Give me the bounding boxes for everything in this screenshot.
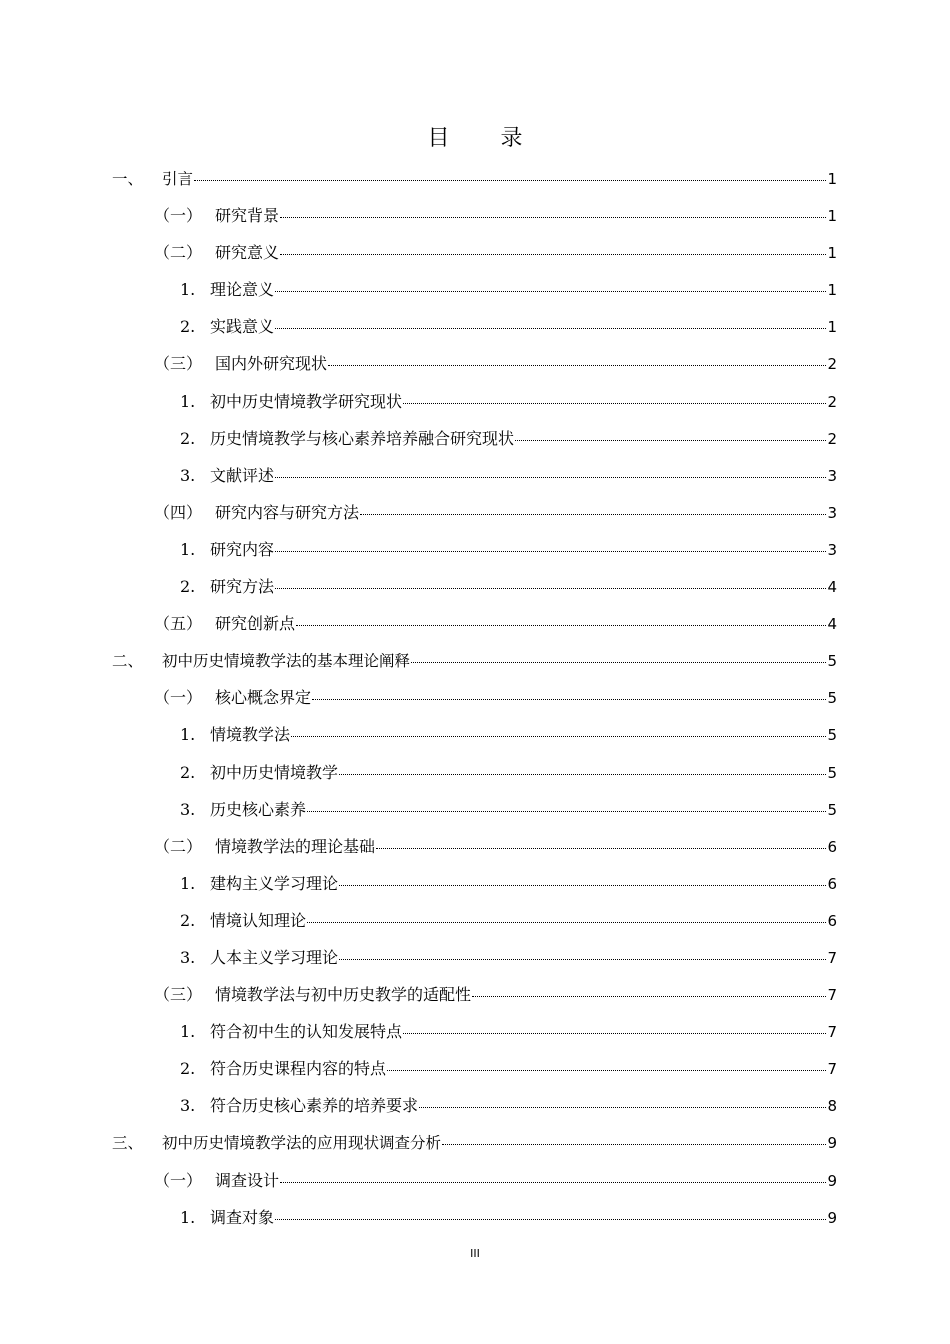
toc-entry-title: 历史情境教学与核心素养培养融合研究现状 bbox=[210, 428, 515, 448]
toc-entry-number: 3. bbox=[180, 1096, 196, 1116]
toc-entry[interactable] bbox=[112, 275, 837, 312]
toc-entry[interactable] bbox=[112, 164, 837, 201]
toc-entry-page: 3 bbox=[827, 503, 837, 522]
toc-leader-dots bbox=[387, 1070, 826, 1071]
toc-entry-number: 3. bbox=[180, 465, 196, 485]
toc-entry-number: （五） bbox=[154, 614, 203, 634]
toc-entry-number: （二） bbox=[154, 836, 203, 856]
toc-entry-title: 理论意义 bbox=[210, 280, 275, 300]
toc-leader-dots bbox=[275, 551, 826, 552]
toc-entry-title: 实践意义 bbox=[210, 317, 275, 337]
toc-leader-dots bbox=[442, 1144, 826, 1145]
toc-leader-dots bbox=[403, 403, 826, 404]
toc-entry-page: 5 bbox=[827, 689, 837, 708]
toc-leader-dots bbox=[328, 365, 826, 366]
toc-entry-title: 人本主义学习理论 bbox=[210, 947, 339, 967]
toc-entry-page: 7 bbox=[827, 1060, 837, 1079]
toc-entry[interactable] bbox=[112, 683, 837, 720]
toc-entry-number: （四） bbox=[154, 502, 203, 522]
toc-entry[interactable] bbox=[112, 238, 837, 275]
toc-entry-number: 2. bbox=[180, 910, 196, 930]
toc-entry-number: 三、 bbox=[112, 1134, 144, 1153]
toc-entry[interactable] bbox=[112, 461, 837, 498]
toc-entry-number: 1. bbox=[180, 539, 196, 559]
table-of-contents bbox=[112, 164, 837, 1240]
toc-entry[interactable] bbox=[112, 1091, 837, 1128]
toc-entry-page: 4 bbox=[827, 615, 837, 634]
toc-entry[interactable] bbox=[112, 943, 837, 980]
toc-entry-title: 情境教学法的理论基础 bbox=[215, 836, 376, 856]
toc-entry-title: 情境教学法 bbox=[210, 725, 291, 745]
toc-entry[interactable] bbox=[112, 535, 837, 572]
toc-entry-number: 1. bbox=[180, 1207, 196, 1227]
toc-entry-title: 初中历史情境教学法的基本理论阐释 bbox=[162, 652, 411, 671]
toc-entry-page: 2 bbox=[827, 429, 837, 448]
toc-entry-number: 1. bbox=[180, 1022, 196, 1042]
toc-leader-dots bbox=[403, 1033, 826, 1034]
toc-entry[interactable] bbox=[112, 1017, 837, 1054]
toc-leader-dots bbox=[291, 736, 826, 737]
toc-entry-page: 2 bbox=[827, 355, 837, 374]
toc-entry-page: 1 bbox=[827, 207, 837, 226]
toc-entry-page: 9 bbox=[827, 1208, 837, 1227]
toc-entry-page: 2 bbox=[827, 392, 837, 411]
toc-entry-title: 建构主义学习理论 bbox=[210, 873, 339, 893]
toc-entry[interactable] bbox=[112, 387, 837, 424]
toc-entry-title: 研究背景 bbox=[215, 206, 280, 226]
toc-entry-title: 情境认知理论 bbox=[210, 910, 307, 930]
toc-leader-dots bbox=[296, 625, 826, 626]
toc-entry-number: 2. bbox=[180, 1059, 196, 1079]
toc-entry-title: 符合历史核心素养的培养要求 bbox=[210, 1096, 419, 1116]
toc-entry[interactable] bbox=[112, 758, 837, 795]
toc-leader-dots bbox=[419, 1107, 826, 1108]
toc-entry-title: 文献评述 bbox=[210, 465, 275, 485]
toc-entry[interactable] bbox=[112, 1203, 837, 1240]
toc-entry-title: 初中历史情境教学研究现状 bbox=[210, 391, 403, 411]
toc-entry-page: 3 bbox=[827, 466, 837, 485]
toc-entry-title: 引言 bbox=[162, 170, 194, 188]
toc-entry-title: 研究内容与研究方法 bbox=[215, 502, 360, 522]
toc-entry-page: 7 bbox=[827, 948, 837, 967]
toc-entry-number: （二） bbox=[154, 243, 203, 263]
toc-entry-number: 2. bbox=[180, 428, 196, 448]
toc-entry-number: 1. bbox=[180, 725, 196, 745]
toc-entry-page: 1 bbox=[827, 170, 837, 188]
toc-entry[interactable] bbox=[112, 832, 837, 869]
toc-entry-title: 调查对象 bbox=[210, 1207, 275, 1227]
toc-entry-number: 1. bbox=[180, 873, 196, 893]
toc-leader-dots bbox=[280, 254, 826, 255]
toc-leader-dots bbox=[339, 774, 826, 775]
toc-leader-dots bbox=[376, 848, 826, 849]
toc-entry-page: 5 bbox=[827, 800, 837, 819]
toc-entry[interactable] bbox=[112, 498, 837, 535]
toc-entry[interactable] bbox=[112, 1054, 837, 1091]
toc-entry-number: 二、 bbox=[112, 652, 144, 671]
toc-leader-dots bbox=[307, 922, 826, 923]
toc-entry[interactable] bbox=[112, 720, 837, 757]
toc-entry-page: 7 bbox=[827, 1023, 837, 1042]
toc-entry-page: 5 bbox=[827, 763, 837, 782]
toc-entry[interactable] bbox=[112, 312, 837, 349]
toc-entry-page: 4 bbox=[827, 578, 837, 597]
page-number: III bbox=[470, 1247, 480, 1260]
toc-entry-title: 调查设计 bbox=[215, 1170, 280, 1190]
toc-leader-dots bbox=[194, 180, 826, 181]
toc-entry-title: 研究创新点 bbox=[215, 614, 296, 634]
toc-leader-dots bbox=[275, 328, 826, 329]
toc-entry[interactable] bbox=[112, 424, 837, 461]
toc-entry-page: 6 bbox=[827, 911, 837, 930]
toc-entry-number: （一） bbox=[154, 206, 203, 226]
toc-entry-number: （三） bbox=[154, 354, 203, 374]
toc-leader-dots bbox=[280, 1182, 826, 1183]
toc-title: 目 录 bbox=[427, 126, 545, 151]
toc-entry-page: 1 bbox=[827, 281, 837, 300]
toc-entry-number: 2. bbox=[180, 577, 196, 597]
toc-entry-number: 2. bbox=[180, 762, 196, 782]
toc-leader-dots bbox=[411, 662, 826, 663]
toc-leader-dots bbox=[275, 291, 826, 292]
toc-entry-title: 初中历史情境教学法的应用现状调查分析 bbox=[162, 1134, 442, 1153]
toc-entry-page: 6 bbox=[827, 837, 837, 856]
toc-entry-number: 3. bbox=[180, 799, 196, 819]
toc-leader-dots bbox=[515, 440, 826, 441]
toc-entry-title: 情境教学法与初中历史教学的适配性 bbox=[215, 985, 472, 1005]
toc-entry-number: 2. bbox=[180, 317, 196, 337]
toc-leader-dots bbox=[275, 477, 826, 478]
toc-entry-page: 5 bbox=[827, 652, 837, 671]
toc-entry-title: 历史核心素养 bbox=[210, 799, 307, 819]
toc-entry[interactable] bbox=[112, 609, 837, 646]
toc-entry-title: 符合历史课程内容的特点 bbox=[210, 1059, 387, 1079]
toc-entry-title: 符合初中生的认知发展特点 bbox=[210, 1022, 403, 1042]
toc-entry[interactable] bbox=[112, 572, 837, 609]
toc-entry[interactable] bbox=[112, 349, 837, 386]
toc-entry[interactable] bbox=[112, 869, 837, 906]
toc-entry-title: 国内外研究现状 bbox=[215, 354, 328, 374]
toc-leader-dots bbox=[275, 588, 826, 589]
toc-entry-title: 初中历史情境教学 bbox=[210, 762, 339, 782]
toc-entry-page: 1 bbox=[827, 244, 837, 263]
toc-entry[interactable] bbox=[112, 1166, 837, 1203]
toc-entry-page: 3 bbox=[827, 540, 837, 559]
toc-leader-dots bbox=[339, 959, 826, 960]
toc-entry-number: （一） bbox=[154, 688, 203, 708]
toc-entry[interactable] bbox=[112, 906, 837, 943]
toc-leader-dots bbox=[280, 217, 826, 218]
toc-entry-page: 1 bbox=[827, 318, 837, 337]
toc-leader-dots bbox=[360, 514, 826, 515]
toc-entry-number: 3. bbox=[180, 947, 196, 967]
toc-entry[interactable] bbox=[112, 795, 837, 832]
toc-leader-dots bbox=[275, 1219, 826, 1220]
toc-entry-page: 9 bbox=[827, 1134, 837, 1153]
toc-entry-title: 研究方法 bbox=[210, 577, 275, 597]
toc-entry-page: 8 bbox=[827, 1097, 837, 1116]
toc-leader-dots bbox=[312, 699, 826, 700]
toc-entry-number: 一、 bbox=[112, 170, 144, 188]
toc-leader-dots bbox=[307, 811, 826, 812]
toc-entry[interactable] bbox=[112, 201, 837, 238]
toc-entry[interactable] bbox=[112, 646, 837, 683]
toc-entry-page: 7 bbox=[827, 986, 837, 1005]
toc-entry[interactable] bbox=[112, 980, 837, 1017]
toc-entry-number: 1. bbox=[180, 280, 196, 300]
toc-entry[interactable] bbox=[112, 1128, 837, 1165]
toc-entry-number: 1. bbox=[180, 391, 196, 411]
toc-entry-page: 6 bbox=[827, 874, 837, 893]
toc-entry-title: 研究意义 bbox=[215, 243, 280, 263]
toc-leader-dots bbox=[339, 885, 826, 886]
toc-leader-dots bbox=[472, 996, 826, 997]
toc-entry-page: 5 bbox=[827, 726, 837, 745]
toc-entry-number: （三） bbox=[154, 985, 203, 1005]
toc-entry-page: 9 bbox=[827, 1171, 837, 1190]
toc-entry-title: 研究内容 bbox=[210, 539, 275, 559]
toc-entry-title: 核心概念界定 bbox=[215, 688, 312, 708]
toc-entry-number: （一） bbox=[154, 1170, 203, 1190]
